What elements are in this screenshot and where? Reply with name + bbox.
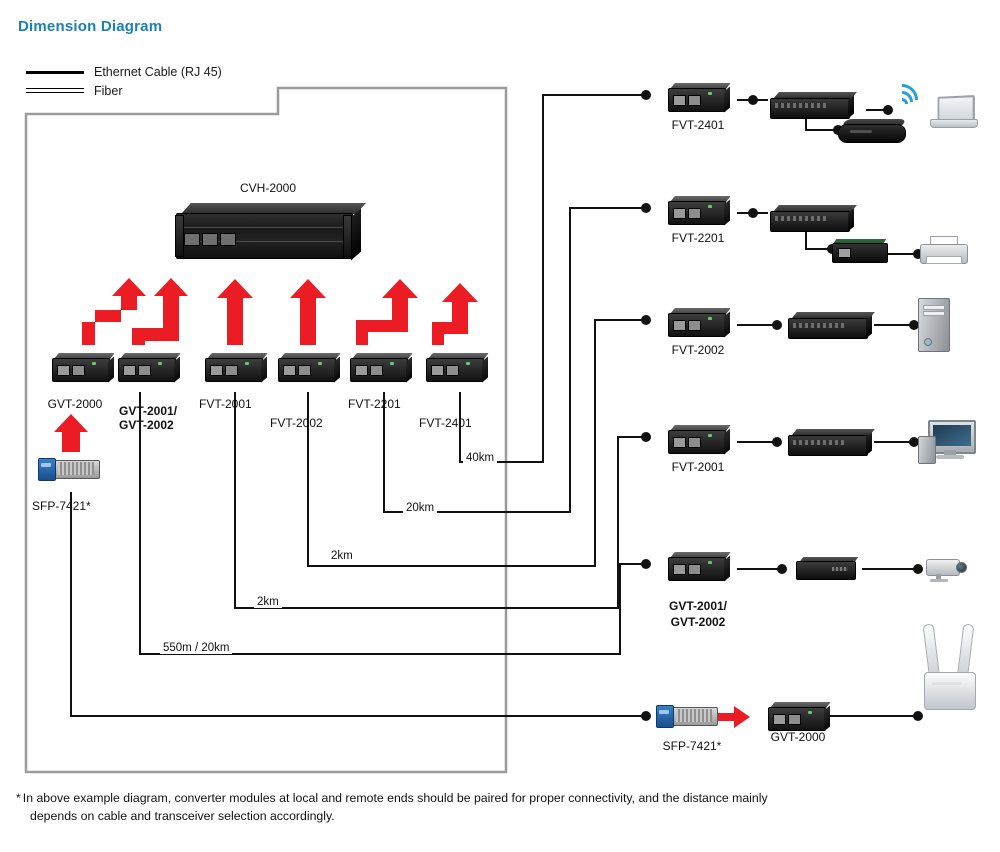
- chassis-label: CVH-2000: [239, 181, 297, 195]
- remote-label-fvt-2201: FVT-2201: [671, 231, 725, 245]
- remote-switch-row4[interactable]: [788, 429, 872, 457]
- local-label-gvt-2000: GVT-2000: [47, 397, 103, 411]
- page-title: Dimension Diagram: [18, 18, 163, 35]
- wireless-router-row1[interactable]: [838, 118, 908, 144]
- local-module-fvt-2401[interactable]: [426, 352, 488, 382]
- distance-550m-20km: 550m / 20km: [160, 642, 232, 654]
- black-device-row5[interactable]: [796, 557, 858, 581]
- remote-converter-fvt-2401[interactable]: [668, 82, 730, 112]
- local-label-sfp-7421: SFP-7421*: [32, 499, 91, 513]
- remote-converter-fvt-2002[interactable]: [668, 307, 730, 337]
- cvh-2000-chassis[interactable]: [176, 203, 361, 265]
- footnote-line-1: In above example diagram, converter modules at local and remote ends should be paired for proper connectivity, and the distance mainly: [22, 791, 768, 805]
- remote-switch-row3[interactable]: [788, 312, 872, 340]
- remote-label-fvt-2001: FVT-2001: [671, 460, 725, 474]
- ip-camera-row5[interactable]: [922, 553, 968, 581]
- remote-converter-fvt-2201[interactable]: [668, 195, 730, 225]
- local-label-gvt-2001: GVT-2001/: [119, 404, 178, 418]
- distance-2km-fvt2002: 2km: [328, 550, 356, 562]
- local-sfp-7421[interactable]: [38, 455, 104, 483]
- remote-label-fvt-2401: FVT-2401: [671, 118, 725, 132]
- cable-endpoints: [641, 90, 651, 721]
- desktop-computer-row4[interactable]: [918, 420, 974, 466]
- distance-2km-fvt2001: 2km: [254, 596, 282, 608]
- remote-label-gvt-2002: GVT-2002: [670, 615, 726, 629]
- laptop-row1[interactable]: [930, 96, 976, 130]
- remote-label-fvt-2002: FVT-2002: [671, 343, 725, 357]
- footnote-line-2: depends on cable and transceiver selection accordingly.: [30, 808, 335, 823]
- local-module-fvt-2001[interactable]: [205, 352, 267, 382]
- local-label-fvt-2201: FVT-2201: [348, 397, 401, 411]
- desktop-tower-row3[interactable]: [918, 298, 952, 352]
- remote-label-sfp-7421: SFP-7421*: [662, 739, 722, 753]
- printer-row2[interactable]: [920, 236, 966, 270]
- green-converter-row2[interactable]: [832, 237, 890, 263]
- wifi-signal-icon: [884, 78, 918, 108]
- local-module-gvt-2001-2002[interactable]: [118, 352, 180, 382]
- distance-40km: 40km: [463, 452, 497, 464]
- local-label-gvt-2002: GVT-2002: [119, 418, 174, 432]
- local-module-gvt-2000[interactable]: [52, 352, 114, 382]
- local-label-fvt-2002: FVT-2002: [270, 416, 323, 430]
- remote-converter-gvt-2000[interactable]: [768, 701, 830, 731]
- wireless-access-point-row6[interactable]: [920, 624, 978, 710]
- distance-20km: 20km: [403, 502, 437, 514]
- legend-label-ethernet: Ethernet Cable (RJ 45): [94, 64, 222, 79]
- remote-converter-gvt-2001-2002[interactable]: [668, 551, 730, 581]
- footnote: [16, 790, 966, 826]
- local-module-fvt-2201[interactable]: [350, 352, 412, 382]
- red-arrows: [54, 278, 750, 728]
- local-label-fvt-2401: FVT-2401: [419, 416, 472, 430]
- legend-label-fiber: Fiber: [94, 83, 123, 98]
- footnote-asterisk: *: [16, 791, 21, 805]
- local-label-fvt-2001: FVT-2001: [199, 397, 252, 411]
- local-module-fvt-2002[interactable]: [278, 352, 340, 382]
- remote-converter-fvt-2001[interactable]: [668, 424, 730, 454]
- remote-switch-row1[interactable]: [770, 92, 854, 120]
- remote-switch-row2[interactable]: [770, 205, 854, 233]
- remote-label-gvt-2000: GVT-2000: [770, 730, 826, 744]
- remote-label-gvt-2001: GVT-2001/: [668, 599, 728, 613]
- remote-sfp-7421[interactable]: [656, 702, 722, 730]
